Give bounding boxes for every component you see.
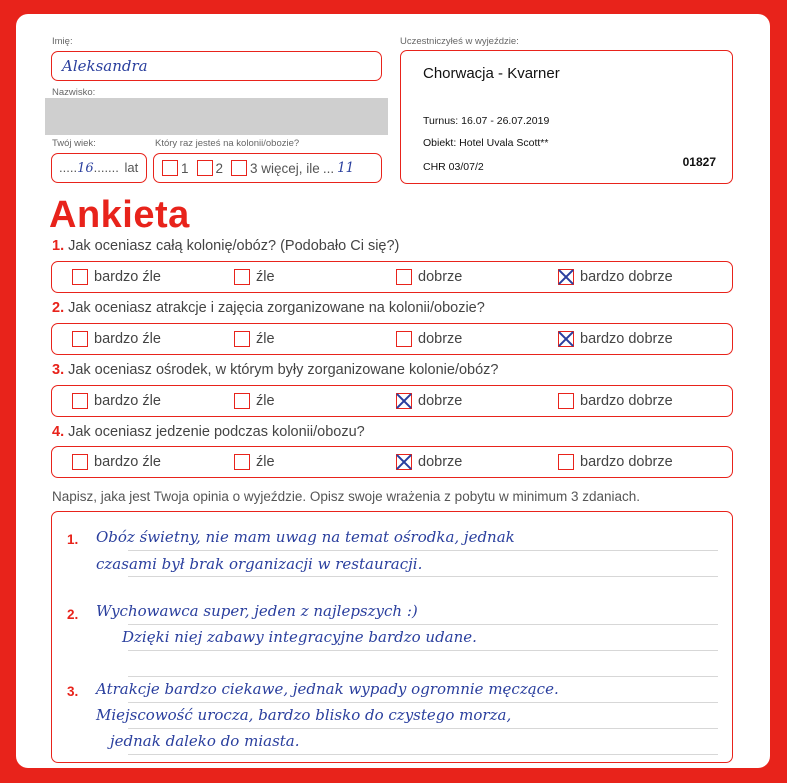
option-label: dobrze [418, 269, 463, 285]
option-3[interactable] [396, 269, 462, 285]
answer-row-2 [51, 323, 733, 355]
age-suffix-dots: ....... [93, 160, 119, 175]
option-1[interactable] [72, 269, 161, 285]
writing-line [128, 550, 718, 551]
option-label: dobrze [418, 331, 463, 347]
answer-3-line-2: Miejscowość urocza, bardzo blisko do czystego morza, [96, 706, 512, 724]
option-4[interactable] [558, 269, 673, 285]
option-4[interactable] [558, 454, 673, 470]
opinion-instruction: Napisz, jaka jest Twoja opinia o wyjeździe. Opisz swoje wrażenia z pobytu w minimum 3 zdaniach. [52, 489, 641, 504]
writing-line [128, 624, 718, 625]
answer-number-1: 1. [67, 532, 79, 547]
answer-number-3: 3. [67, 684, 79, 699]
option-3[interactable] [396, 454, 462, 470]
opinion-box[interactable] [51, 511, 733, 763]
answer-row-4 [51, 446, 733, 478]
times-label: Który raz jesteś na kolonii/obozie? [155, 138, 300, 149]
name-value: Aleksandra [62, 57, 148, 75]
survey-sheet [16, 14, 770, 768]
option-checkbox[interactable] [396, 454, 412, 470]
writing-line [128, 676, 718, 677]
answer-2-line-1: Wychowawca super, jeden z najlepszych :) [96, 602, 418, 620]
option-label: bardzo źle [94, 393, 161, 409]
question-number: 2. [52, 300, 65, 316]
writing-line [128, 754, 718, 755]
answer-number-2: 2. [67, 607, 79, 622]
question-2 [52, 300, 485, 316]
option-checkbox[interactable] [558, 393, 574, 409]
option-1[interactable] [72, 331, 161, 347]
survey-title: Ankieta [49, 194, 190, 236]
option-checkbox[interactable] [72, 393, 88, 409]
option-checkbox[interactable] [396, 331, 412, 347]
answer-2-line-2: Dzięki niej zabawy integracyjne bardzo udane. [122, 628, 477, 646]
trip-info-box [400, 50, 733, 184]
option-3[interactable] [396, 393, 462, 409]
answer-3-line-1: Atrakcje bardzo ciekawe, jednak wypady ogromnie męczące. [96, 680, 559, 698]
option-checkbox[interactable] [234, 269, 250, 285]
question-number: 1. [52, 238, 65, 254]
name-label: Imię: [52, 36, 73, 47]
option-3[interactable] [396, 331, 462, 347]
option-label: źle [256, 331, 275, 347]
option-checkbox[interactable] [72, 269, 88, 285]
question-1 [52, 238, 399, 254]
option-4[interactable] [558, 331, 673, 347]
option-checkbox[interactable] [234, 454, 250, 470]
option-checkbox[interactable] [72, 454, 88, 470]
times-option-3: 3 więcej, ile [250, 160, 320, 176]
option-2[interactable] [234, 454, 275, 470]
trip-title: Chorwacja - Kvarner [423, 65, 560, 82]
option-checkbox[interactable] [234, 331, 250, 347]
option-label: dobrze [418, 454, 463, 470]
trip-obiekt: Obiekt: Hotel Uvala Scott** [423, 137, 549, 149]
times-more-dots: ... [322, 160, 335, 176]
surname-redaction [45, 98, 388, 135]
option-checkbox[interactable] [396, 393, 412, 409]
age-label: Twój wiek: [52, 138, 96, 149]
question-text: Jak oceniasz jedzenie podczas kolonii/obozu? [68, 424, 365, 440]
writing-line [128, 728, 718, 729]
trip-number: 01827 [682, 155, 716, 169]
name-field[interactable] [51, 51, 382, 81]
writing-line [128, 702, 718, 703]
question-number: 3. [52, 362, 65, 378]
answer-1-line-2: czasami był brak organizacji w restauracji. [96, 555, 423, 573]
option-checkbox[interactable] [396, 269, 412, 285]
times-option-1: 1 [181, 160, 189, 176]
option-1[interactable] [72, 454, 161, 470]
option-1[interactable] [72, 393, 161, 409]
times-option-2: 2 [215, 160, 224, 176]
option-label: bardzo dobrze [580, 269, 673, 285]
option-label: źle [256, 269, 275, 285]
answer-1-line-1: Obóz świetny, nie mam uwag na temat ośrodka, jednak [96, 528, 515, 546]
trip-code: CHR 03/07/2 [423, 161, 484, 173]
question-4 [52, 424, 365, 440]
option-label: bardzo źle [94, 331, 161, 347]
option-label: bardzo dobrze [580, 331, 673, 347]
age-prefix-dots: ..... [59, 160, 78, 175]
times-checkbox-2[interactable] [197, 160, 213, 176]
answer-row-1 [51, 261, 733, 293]
participant-label: Uczestniczyłeś w wyjeździe: [400, 36, 519, 47]
option-2[interactable] [234, 269, 275, 285]
times-checkbox-1[interactable] [162, 160, 178, 176]
writing-line [128, 650, 718, 651]
option-4[interactable] [558, 393, 673, 409]
times-field [153, 153, 382, 183]
option-label: bardzo źle [94, 454, 161, 470]
age-value: 16 [77, 161, 94, 176]
question-text: Jak oceniasz atrakcje i zajęcia zorganizowane na kolonii/obozie? [68, 300, 485, 316]
option-2[interactable] [234, 393, 275, 409]
writing-line [128, 576, 718, 577]
option-label: źle [256, 454, 275, 470]
option-checkbox[interactable] [72, 331, 88, 347]
option-2[interactable] [234, 331, 275, 347]
option-checkbox[interactable] [558, 331, 574, 347]
option-label: bardzo źle [94, 269, 161, 285]
question-text: Jak oceniasz ośrodek, w którym były zorganizowane kolonie/obóz? [68, 362, 499, 378]
times-checkbox-3[interactable] [231, 160, 247, 176]
trip-turnus: Turnus: 16.07 - 26.07.2019 [423, 115, 550, 127]
age-unit: lat [124, 160, 139, 175]
answer-row-3 [51, 385, 733, 417]
option-checkbox[interactable] [558, 269, 574, 285]
times-more-value: 11 [337, 160, 355, 176]
option-checkbox[interactable] [558, 454, 574, 470]
question-3 [52, 362, 498, 378]
age-field[interactable] [51, 153, 147, 183]
surname-label: Nazwisko: [52, 87, 96, 98]
option-label: źle [256, 393, 275, 409]
question-number: 4. [52, 424, 65, 440]
question-text: Jak oceniasz całą kolonię/obóz? (Podobało Ci się?) [68, 238, 400, 254]
option-label: dobrze [418, 393, 463, 409]
option-label: bardzo dobrze [580, 393, 673, 409]
option-checkbox[interactable] [234, 393, 250, 409]
answer-3-line-3: jednak daleko do miasta. [110, 732, 300, 750]
option-label: bardzo dobrze [580, 454, 673, 470]
